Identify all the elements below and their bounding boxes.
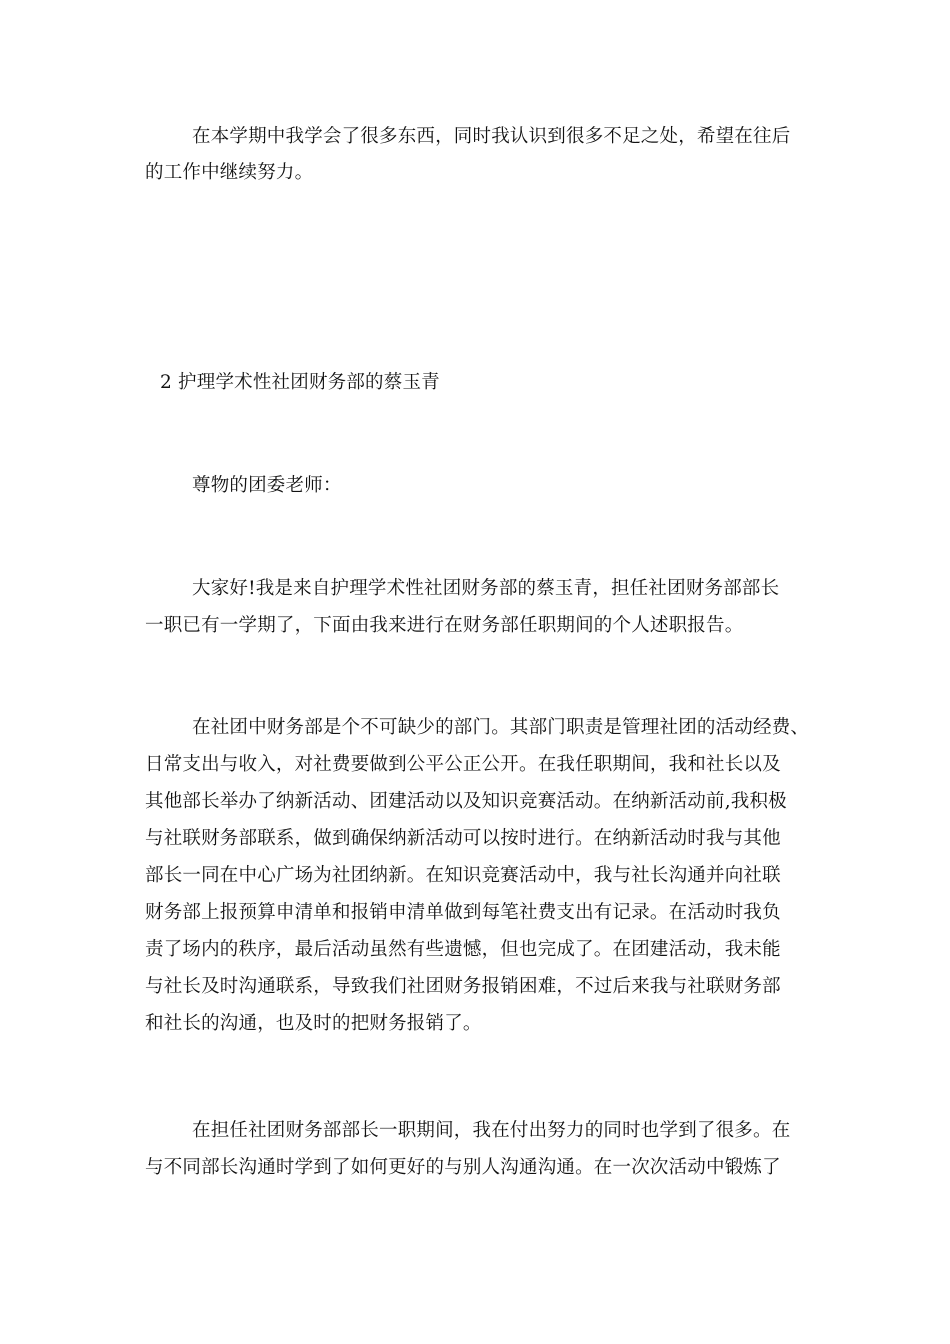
paragraph-line: 大家好!我是来自护理学术性社团财务部的蔡玉青，担任社团财务部部长 bbox=[192, 578, 780, 599]
paragraph-line: 责了场内的秩序，最后活动虽然有些遗憾，但也完成了。在团建活动，我未能 bbox=[145, 939, 781, 960]
paragraph-line: 财务部上报预算申清单和报销申清单做到每笔社费支出有记录。在活动时我负 bbox=[145, 902, 781, 923]
paragraph-line: 与不同部长沟通时学到了如何更好的与别人沟通沟通。在一次次活动中锻炼了 bbox=[145, 1157, 781, 1178]
paragraph-line: 其他部长举办了纳新活动、团建活动以及知识竞赛活动。在纳新活动前,我积极 bbox=[145, 791, 787, 812]
salutation: 尊物的团委老师： bbox=[192, 475, 342, 496]
paragraph-line: 和社长的沟通，也及时的把财务报销了。 bbox=[145, 1013, 482, 1034]
paragraph-line: 日常支出与收入，对社费要做到公平公正公开。在我任职期间，我和社长以及 bbox=[145, 754, 781, 775]
section-heading: 2 护理学术性社团财务部的蔡玉青 bbox=[160, 372, 440, 393]
paragraph-line: 的工作中继续努力。 bbox=[145, 162, 314, 183]
paragraph-line: 与社长及时沟通联系，导致我们社团财务报销困难，不过后来我与社联财务部 bbox=[145, 976, 781, 997]
paragraph-line: 在担任社团财务部部长一职期间，我在付出努力的同时也学到了很多。在 bbox=[192, 1120, 791, 1141]
paragraph-line: 一职已有一学期了，下面由我来进行在财务部任职期间的个人述职报告。 bbox=[145, 615, 744, 636]
paragraph-line: 部长一同在中心广场为社团纳新。在知识竞赛活动中，我与社长沟通并向社联 bbox=[145, 865, 781, 886]
paragraph-line: 在社团中财务部是个不可缺少的部门。其部门职责是管理社团的活动经费、 bbox=[192, 717, 810, 738]
paragraph-line: 在本学期中我学会了很多东西，同时我认识到很多不足之处，希望在往后 bbox=[192, 126, 791, 147]
paragraph-line: 与社联财务部联系，做到确保纳新活动可以按时进行。在纳新活动时我与其他 bbox=[145, 828, 781, 849]
